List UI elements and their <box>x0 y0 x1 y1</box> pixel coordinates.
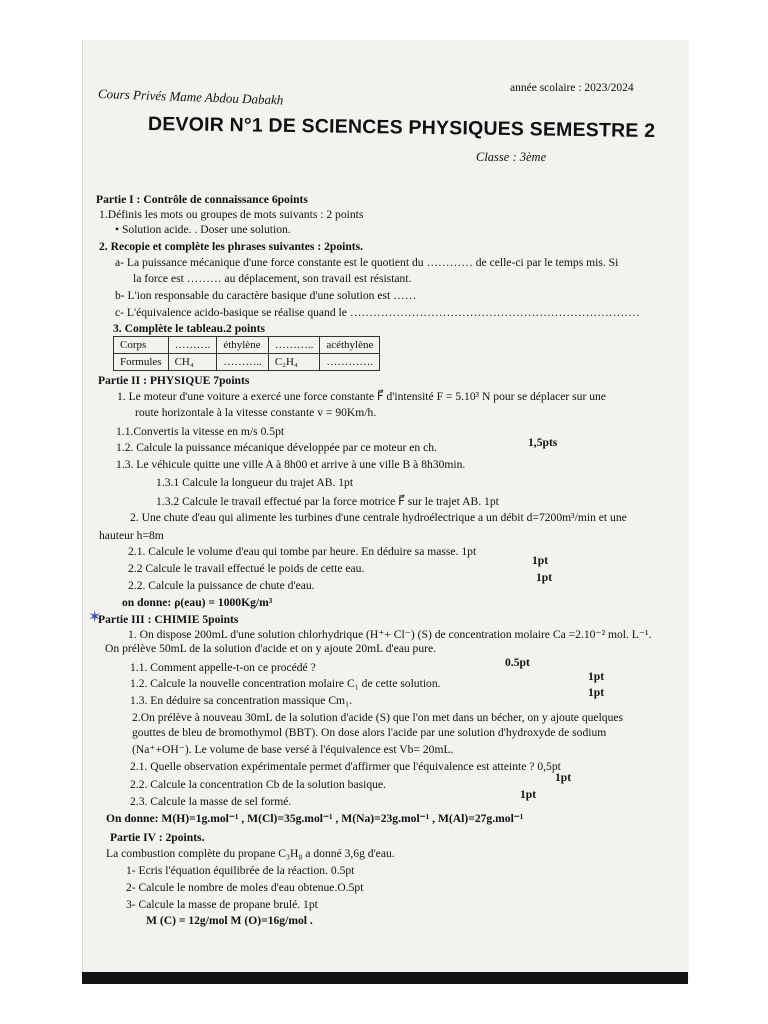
text-line: (Na⁺+OH⁻). Le volume de base versé à l'équivalence est Vb= 20mL. <box>132 743 454 756</box>
completion-table <box>113 336 380 371</box>
text-line: 2.3. Calcule la masse de sel formé. <box>130 795 292 808</box>
text-line: 2. Une chute d'eau qui alimente les turbines d'une centrale hydroélectrique a un débit d=7200m³/min et une <box>130 511 627 524</box>
text-line: 1.1. Comment appelle-t-on ce procédé ? <box>130 661 316 674</box>
text-line: Partie III : CHIMIE 5points <box>98 613 239 626</box>
bottom-band <box>82 972 688 984</box>
text-line: 1.Définis les mots ou groupes de mots suivants : 2 points <box>99 208 364 221</box>
text-line: 2.2. Calcule la concentration Cb de la solution basique. <box>130 778 386 791</box>
text-line: 2.1. Calcule le volume d'eau qui tombe par heure. En déduire sa masse. 1pt <box>128 545 477 558</box>
text-line: Partie I : Contrôle de connaissance 6points <box>96 193 308 206</box>
text-line: gouttes de bleu de bromothymol (BBT). On dose alors l'acide par une solution d'hydroxyde de sodium <box>132 726 607 739</box>
school-year: année scolaire : 2023/2024 <box>510 82 634 94</box>
class-label: Classe : 3ème <box>476 150 547 164</box>
text-line: 1.2. Calcule la puissance mécanique développée par ce moteur en ch. <box>116 441 437 454</box>
text-line: 1pt <box>520 788 537 801</box>
text-line: c- L'équivalence acido-basique se réalise quand le ………………………………………………………………… <box>115 306 640 319</box>
text-line: 2- Calcule le nombre de moles d'eau obtenue.O.5pt <box>126 881 364 894</box>
table-cell: ……….. <box>268 337 320 354</box>
text-line: 2.1. Quelle observation expérimentale permet d'affirmer que l'équivalence est atteinte ? 0,5pt <box>130 760 561 773</box>
text-line: Partie IV : 2points. <box>110 831 205 844</box>
table-cell: Corps <box>114 337 169 354</box>
text-line: 1pt <box>588 686 605 699</box>
table-cell: ……….. <box>217 354 269 371</box>
text-line: 2.2. Calcule la puissance de chute d'eau. <box>128 579 315 592</box>
table-row <box>114 337 380 354</box>
text-line: 1pt <box>555 771 572 784</box>
text-line: la force est ……… au déplacement, son travail est résistant. <box>133 272 412 285</box>
text-line: on donne: ρ(eau) = 1000Kg/m³ <box>122 596 273 609</box>
table-cell: ………. <box>168 337 217 354</box>
text-line: 1pt <box>588 670 605 683</box>
text-line: 2. Recopie et complète les phrases suivantes : 2points. <box>99 240 364 253</box>
text-line: On donne: M(H)=1g.mol⁻¹ , M(Cl)=35g.mol⁻¹ , M(Na)=23g.mol⁻¹ , M(Al)=27g.mol⁻¹ <box>106 812 524 825</box>
text-line: route horizontale à la vitesse constante v = 90Km/h. <box>135 406 377 419</box>
table-cell: …………. <box>320 354 380 371</box>
text-line: a- La puissance mécanique d'une force constante est le quotient du ………… de celle-ci par le temps mis. Si <box>115 256 619 269</box>
text-line: 1.3. En déduire sa concentration massique Cm₁. <box>130 694 353 707</box>
text-line: La combustion complète du propane C₃H₈ a donné 3,6g d'eau. <box>106 847 395 860</box>
text-line: 1pt <box>532 554 549 567</box>
text-line: • Solution acide. . Doser une solution. <box>115 223 291 236</box>
page-title: DEVOIR N°1 DE SCIENCES PHYSIQUES SEMESTRE 2 <box>147 113 656 143</box>
text-line: 0.5pt <box>505 656 530 669</box>
text-line: On prélève 50mL de la solution d'acide et on y ajoute 20mL d'eau pure. <box>105 642 437 655</box>
table-cell: acéthylène <box>320 337 380 354</box>
text-line: 1pt <box>536 571 553 584</box>
text-line: 2.2 Calcule le travail effectué le poids de cette eau. <box>128 562 365 575</box>
text-line: 1.3.1 Calcule la longueur du trajet AB. 1pt <box>156 476 354 489</box>
table-cell: C₂H₄ <box>268 354 320 371</box>
text-line: 1. On dispose 200mL d'une solution chlorhydrique (H⁺+ Cl⁻) (S) de concentration molaire Ca =2.10⁻² mol. L⁻¹. <box>128 628 652 641</box>
text-line: 2.On prélève à nouveau 30mL de la solution d'acide (S) que l'on met dans un bécher, on y ajoute quelques <box>132 711 624 724</box>
school-name: Cours Privés Mame Abdou Dabakh <box>97 86 284 108</box>
text-line: 1.3. Le véhicule quitte une ville A à 8h00 et arrive à une ville B à 8h30min. <box>116 458 466 471</box>
text-line: 1.1.Convertis la vitesse en m/s 0.5pt <box>116 425 285 438</box>
text-line: Partie II : PHYSIQUE 7points <box>98 374 250 387</box>
text-line: 1.3.2 Calcule le travail effectué par la force motrice F⃗ sur le trajet AB. 1pt <box>156 495 499 508</box>
table-cell: CH₄ <box>168 354 217 371</box>
text-line: b- L'ion responsable du caractère basique d'une solution est …… <box>115 289 417 302</box>
table-cell: éthylène <box>217 337 269 354</box>
text-line: hauteur h=8m <box>99 529 164 542</box>
table-row <box>114 354 380 371</box>
text-line: 3. Complète le tableau.2 points <box>113 322 266 335</box>
text-line: 1.2. Calcule la nouvelle concentration molaire C₁ de cette solution. <box>130 677 441 690</box>
text-line: 1. Le moteur d'une voiture a exercé une force constante F⃗ d'intensité F = 5.10³ N pour se déplacer sur une <box>117 390 606 403</box>
star-icon: ✶ <box>88 609 102 626</box>
table-cell: Formules <box>114 354 169 371</box>
text-line: 1,5pts <box>528 436 558 449</box>
text-line: 3- Calcule la masse de propane brulé. 1pt <box>126 898 318 911</box>
text-line: 1- Ecris l'équation équilibrée de la réaction. 0.5pt <box>126 864 355 877</box>
text-line: M (C) = 12g/mol M (O)=16g/mol . <box>146 914 313 927</box>
